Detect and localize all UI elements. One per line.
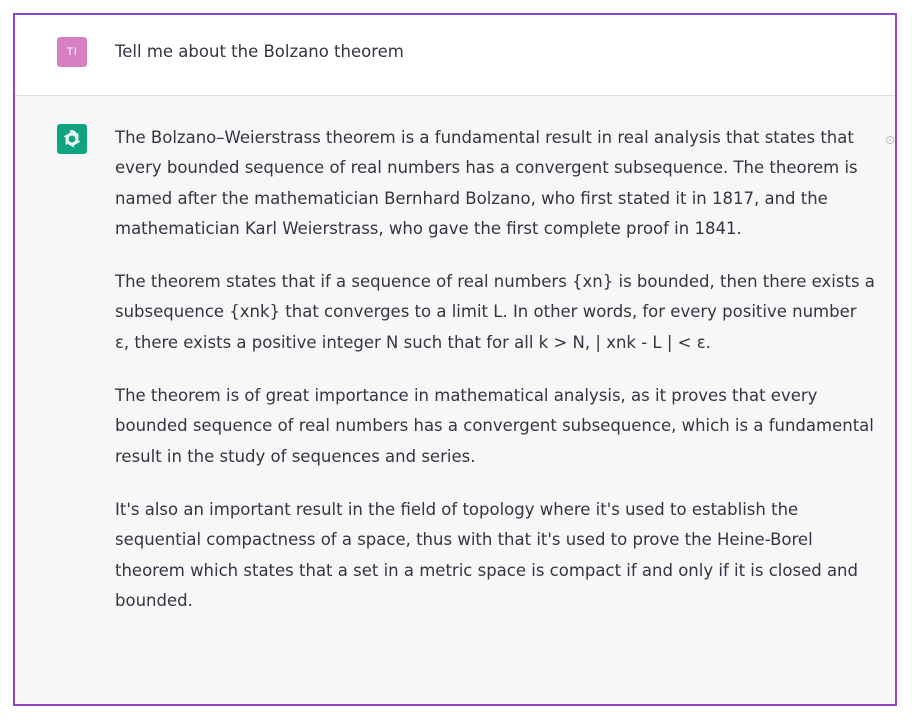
answer-paragraph: The theorem is of great importance in mathematical analysis, as it proves that every bounded sequence of real numbers has a convergent subsequence, which is a fundamental result in the study of sequences and series. [115, 386, 874, 466]
openai-logo-icon [57, 124, 87, 154]
copy-icon[interactable]: ⊙ [884, 133, 895, 147]
assistant-message-row [15, 96, 895, 704]
user-message-text: Tell me about the Bolzano theorem [115, 42, 404, 61]
user-avatar: TI [57, 37, 87, 67]
assistant-answer [115, 123, 875, 639]
chat-frame [13, 13, 897, 706]
answer-paragraph: It's also an important result in the field of topology where it's used to establish the sequential compactness of a space, thus with that it's used to prove the Heine-Borel theorem which states that a set in a metric space is compact if and only if it is closed and bounded. [115, 499, 858, 610]
answer-paragraph: The theorem states that if a sequence of real numbers {xn} is bounded, then there exists a subsequence {xnk} that converges to a limit L. In other words, for every positive number ε, there exists a positive integer N such that for all k > N, | xnk - L | < ε. [115, 272, 875, 352]
answer-paragraph: The Bolzano–Weierstrass theorem is a fundamental result in real analysis that states that every bounded sequence of real numbers has a convergent subsequence. The theorem is named after the mathematician Bernhard Bolzano, who first stated it in 1817, and the mathematician Karl Weierstrass, who gave the first complete proof in 1841. [115, 128, 858, 238]
user-message-row [15, 15, 895, 96]
